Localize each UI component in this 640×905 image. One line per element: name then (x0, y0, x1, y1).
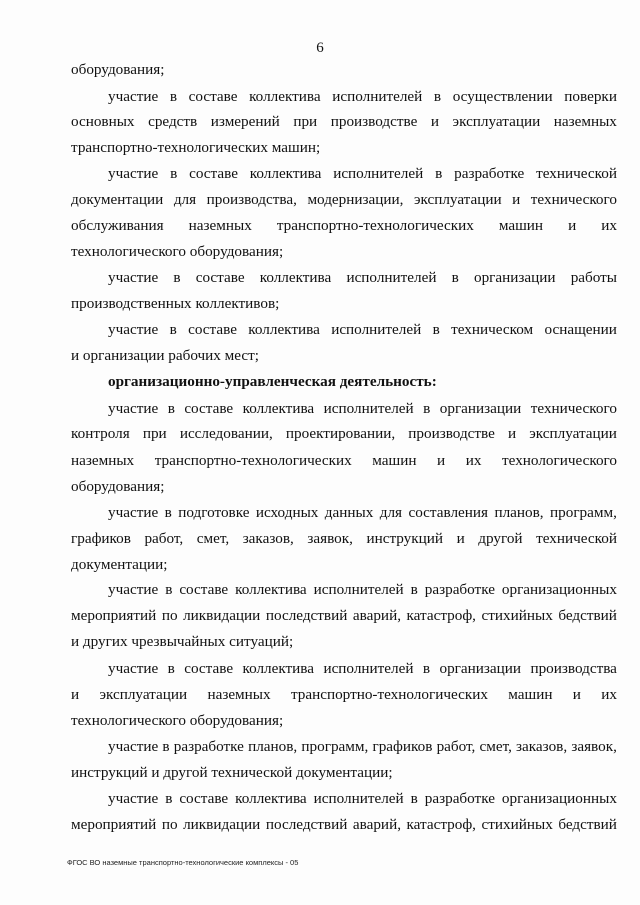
footer-text: ФГОС ВО наземные транспортно-технологические комплексы - 05 (67, 858, 299, 867)
text-line: контроля при исследовании, проектировании, производстве и эксплуатации (71, 425, 617, 442)
text-line: оборудования; (71, 478, 165, 495)
text-line: обслуживания наземных транспортно-технологических машин и их (71, 217, 617, 234)
text-line: транспортно-технологических машин; (71, 139, 321, 156)
text-line: участие в составе коллектива исполнителей в разработке технической (108, 165, 617, 182)
section-heading: организационно-управленческая деятельность: (108, 373, 437, 390)
text-line: и эксплуатации наземных транспортно-технологических машин и их (71, 686, 617, 703)
text-line: технологического оборудования; (71, 712, 284, 729)
text-line: участие в составе коллектива исполнителей в разработке организационных (108, 581, 617, 598)
text-line: графиков работ, смет, заказов, заявок, инструкций и другой технической (71, 530, 617, 547)
text-line: мероприятий по ликвидации последствий аварий, катастроф, стихийных бедствий (71, 816, 617, 833)
text-line: участие в разработке планов, программ, графиков работ, смет, заказов, заявок, (108, 738, 617, 755)
text-line: мероприятий по ликвидации последствий аварий, катастроф, стихийных бедствий (71, 607, 617, 624)
text-line: производственных коллективов; (71, 295, 280, 312)
text-line: и организации рабочих мест; (71, 347, 260, 364)
text-line: документации для производства, модернизации, эксплуатации и технического (71, 191, 617, 208)
text-line: участие в составе коллектива исполнителей в осуществлении поверки (108, 88, 617, 105)
text-line: и других чрезвычайных ситуаций; (71, 633, 294, 650)
text-line: участие в составе коллектива исполнителей в разработке организационных (108, 790, 617, 807)
text-line: инструкций и другой технической документации; (71, 764, 393, 781)
text-line: технологического оборудования; (71, 243, 284, 260)
text-line: основных средств измерений при производстве и эксплуатации наземных (71, 113, 617, 130)
text-line: участие в составе коллектива исполнителей в техническом оснащении (108, 321, 617, 338)
text-line: участие в составе коллектива исполнителей в организации технического (108, 400, 617, 417)
text-line: документации; (71, 556, 168, 573)
text-line: участие в составе коллектива исполнителей в организации производства (108, 660, 617, 677)
page-number: 6 (316, 40, 324, 56)
text-line: наземных транспортно-технологических машин и их технологического (71, 452, 617, 469)
text-line: участие в подготовке исходных данных для составления планов, программ, (108, 504, 617, 521)
text-line: оборудования; (71, 61, 165, 78)
text-line: участие в составе коллектива исполнителей в организации работы (108, 269, 617, 286)
